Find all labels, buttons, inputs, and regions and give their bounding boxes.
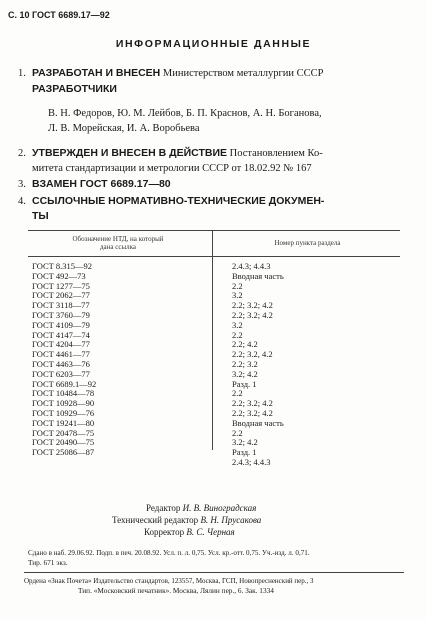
developers-heading-text: РАЗРАБОТЧИКИ xyxy=(32,83,117,95)
table-column-divider xyxy=(212,230,213,450)
table-cell-clause: 2.2; 3.2; 4.2 xyxy=(232,309,273,320)
section-number: 3. xyxy=(18,179,26,190)
section-heading: РАЗРАБОТАН И ВНЕСЕН xyxy=(32,67,161,79)
section-1 xyxy=(18,66,323,81)
page-header: С. 10 ГОСТ 6689.17—92 xyxy=(8,10,110,20)
tech-editor-name: В. Н. Прусакова xyxy=(200,515,262,525)
section-heading: ВЗАМЕН ГОСТ 6689.17—80 xyxy=(32,178,171,190)
table-cell-designation: ГОСТ 19241—80 xyxy=(32,417,95,428)
footer-circulation: Тир. 671 экз. xyxy=(28,558,68,567)
section-heading: УТВЕРЖДЕН И ВНЕСЕН В ДЕЙСТВИЕ xyxy=(32,147,227,159)
corrector-line xyxy=(144,526,235,538)
table-cell-clause: Вводная часть xyxy=(232,270,284,281)
tech-editor-line xyxy=(112,514,261,526)
table-cell-designation: ГОСТ 8.315—92 xyxy=(32,261,93,271)
table-cell-clause: 2.2; 3.2; 4.2 xyxy=(232,398,273,409)
table-cell-clause: 2.4.3; 4.4.3 xyxy=(232,456,271,467)
table-cell-designation: ГОСТ 2062—77 xyxy=(32,290,90,301)
section-number: 1. xyxy=(18,68,26,79)
table-cell-clause: 3.2; 4.2 xyxy=(232,368,258,379)
section-4-line-2-text: ТЫ xyxy=(32,210,49,222)
table-col2 xyxy=(232,262,284,468)
page-title: ИНФОРМАЦИОННЫЕ ДАННЫЕ xyxy=(115,38,312,50)
table-cell-clause: Вводная часть xyxy=(232,417,284,428)
editor-label: Редактор xyxy=(146,503,181,513)
section-heading: ССЫЛОЧНЫЕ НОРМАТИВНО-ТЕХНИЧЕСКИЕ ДОКУМЕН- xyxy=(32,195,325,207)
table-cell-designation: ГОСТ 20478—75 xyxy=(32,427,95,438)
section-2-line-2: митета стандартизации и метрологии СССР от 18.02.92 № 167 xyxy=(32,163,312,174)
developers-line-2: Л. В. Морейская, И. А. Воробьева xyxy=(48,123,200,134)
corrector-name: В. С. Черная xyxy=(186,527,235,537)
footer-rule xyxy=(24,572,404,573)
table-col2-header: Номер пункта раздела xyxy=(274,239,341,247)
table-cell-designation: ГОСТ 4147—74 xyxy=(32,329,90,340)
table-cell-clause: 2.2; 3.2, 4.2 xyxy=(232,349,273,360)
table-cell-designation: ГОСТ 4204—77 xyxy=(32,339,90,350)
section-text: Постановлением Ко- xyxy=(227,148,323,159)
section-4 xyxy=(18,194,324,209)
section-text: Министерством металлургии СССР xyxy=(160,68,324,79)
table-header-rule xyxy=(28,256,400,257)
editor-name: И. В. Виноградская xyxy=(182,503,257,513)
table-cell-clause: 2.2 xyxy=(232,280,243,291)
section-4-line-2 xyxy=(32,209,49,224)
table-cell-designation: ГОСТ 10929—76 xyxy=(32,407,95,418)
table-cell-designation: ГОСТ 1277—75 xyxy=(32,280,90,291)
table-cell-designation: ГОСТ 3760—79 xyxy=(32,309,90,320)
table-cell-clause: 2.2 xyxy=(232,388,243,399)
section-3 xyxy=(18,177,171,192)
developers-line-1: В. Н. Федоров, Ю. М. Лейбов, Б. П. Краснов, А. Н. Боганова, xyxy=(48,108,322,119)
table-cell-designation: ГОСТ 6689.1—92 xyxy=(32,378,97,389)
table-cell-designation: ГОСТ 3118—77 xyxy=(32,300,90,311)
table-cell-clause: 2.2 xyxy=(232,427,243,438)
table-cell-clause: 2.2 xyxy=(232,329,243,340)
table-cell-clause: 3.2; 4.2 xyxy=(232,437,258,448)
table-top-rule xyxy=(28,230,400,231)
table-cell-clause: 2.2; 3.2; 4.2 xyxy=(232,300,273,311)
table-cell-clause: 2.2; 4.2 xyxy=(232,339,258,350)
section-number: 2. xyxy=(18,148,26,159)
table-cell-designation: ГОСТ 10928—90 xyxy=(32,398,95,409)
table-cell-designation: ГОСТ 6203—77 xyxy=(32,368,90,379)
table-col1 xyxy=(32,262,96,468)
section-2 xyxy=(18,146,323,161)
table-cell-designation: ГОСТ 4109—79 xyxy=(32,319,90,330)
table-cell-clause: 2.2; 3.2 xyxy=(232,358,258,369)
table-cell-clause: 2.4.3; 4.4.3 xyxy=(232,261,271,271)
table-cell-designation: ГОСТ 20490—75 xyxy=(32,437,95,448)
corrector-label: Корректор xyxy=(144,527,185,537)
table-cell-designation: ГОСТ 10484—78 xyxy=(32,388,95,399)
table-cell-designation: ГОСТ 4463—76 xyxy=(32,358,90,369)
tech-editor-label: Технический редактор xyxy=(112,515,199,525)
footer-publisher: Ордена «Знак Почета» Издательство стандартов, 123557, Москва, ГСП, Новопресненский пер., 3 xyxy=(24,577,314,585)
editor-line xyxy=(146,502,256,514)
table-col1-header-line-1: Обозначение НТД, на который xyxy=(72,235,164,243)
section-number: 4. xyxy=(18,196,26,207)
footer-print-info: Сдано в наб. 29.06.92. Подп. в печ. 20.08.92. Усл. п. л. 0,75. Усл. кр.-отт. 0,75. Уч.-изд. л. 0,71. xyxy=(28,549,310,557)
table-cell-clause: 3.2 xyxy=(232,290,243,301)
table-col1-header-line-2: дана ссылка xyxy=(99,243,137,251)
table-cell-designation: ГОСТ 492—73 xyxy=(32,270,86,281)
table-cell-clause: Разд. 1 xyxy=(232,378,257,389)
developers-heading xyxy=(32,82,117,97)
table-cell-designation: ГОСТ 25086—87 xyxy=(32,447,95,458)
table-cell-clause: Разд. 1 xyxy=(232,447,257,458)
table-cell-designation: ГОСТ 4461—77 xyxy=(32,349,90,360)
table-cell-designation xyxy=(32,458,96,468)
footer-printer: Тип. «Московский печатник». Москва, Лялин пер., 6. Зак. 1334 xyxy=(78,586,274,595)
table-cell-clause: 2.2; 3.2; 4.2 xyxy=(232,407,273,418)
table-cell-clause: 3.2 xyxy=(232,319,243,330)
